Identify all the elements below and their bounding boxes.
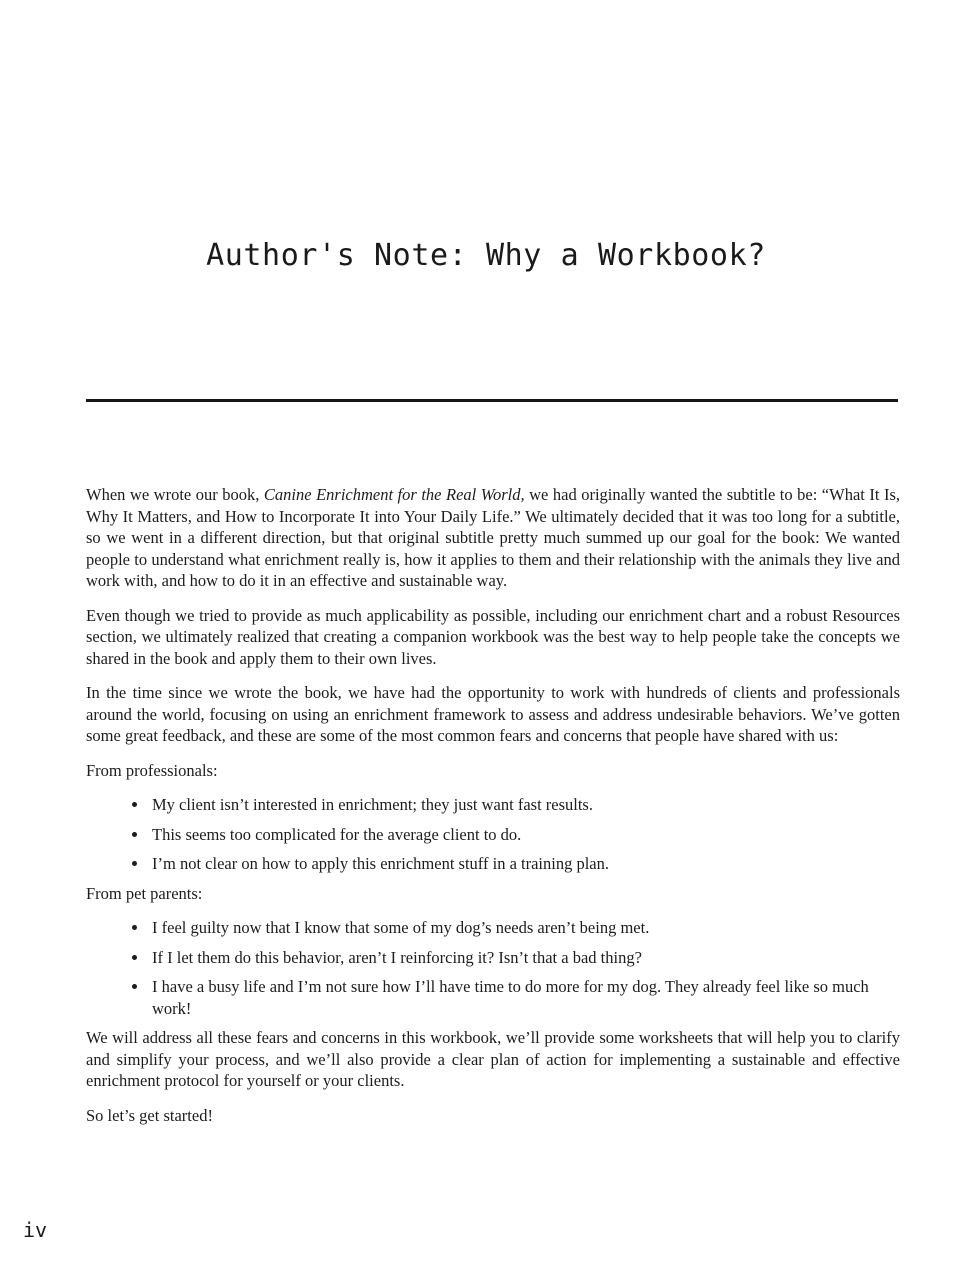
paragraph-intro xyxy=(86,484,900,592)
paragraph-workbook-reason: Even though we tried to provide as much applicability as possible, including our enrichment chart and a robust Resources section, we ultimately realized that creating a companion workbook was the best way to help people take the concepts we shared in the book and apply them to their own lives. xyxy=(86,605,900,668)
list-item: • I feel guilty now that I know that some of my dog’s needs aren’t being met. xyxy=(149,917,900,939)
list-item: • My client isn’t interested in enrichment; they just want fast results. xyxy=(149,794,900,816)
page-body xyxy=(86,484,900,1126)
paragraph-feedback: In the time since we wrote the book, we have had the opportunity to work with hundreds of clients and professionals around the world, focusing on using an enrichment framework to assess and address undesirable behaviors. We’ve gotten some great feedback, and these are some of the most common fears and concerns that people have shared with us: xyxy=(86,683,900,745)
paragraph-text: When we wrote our book, xyxy=(86,485,264,504)
title-divider xyxy=(86,399,898,402)
page-title: Author's Note: Why a Workbook? xyxy=(206,238,766,273)
pet-parents-heading: From pet parents: xyxy=(86,883,203,903)
page-number: iv xyxy=(23,1218,48,1242)
pet-parents-list xyxy=(86,917,900,1019)
closing-line: So let’s get started! xyxy=(86,1105,213,1125)
book-title-italic: Canine Enrichment for the Real World, xyxy=(263,485,525,504)
paragraph-text: we had originally wanted the subtitle to be: “What It Is, Why It Matters, and How to Incorporate It into Your Daily Life.” We ultimately decided that it was too long for a subtitle, so we went in a different direction, but that original subtitle pretty much summed up our goal for the book: We wanted people to understand what enrichment really is, how it applies to them and their relationship with the animals they live and work with, and how to do it in an effective and sustainable way. xyxy=(86,485,901,590)
paragraph-promise: We will address all these fears and concerns in this workbook, we’ll provide some worksheets that will help you to clarify and simplify your process, and we’ll also provide a clear plan of action for implementing a sustainable and effective enrichment protocol for yourself or your clients. xyxy=(86,1028,900,1090)
list-item: • This seems too complicated for the average client to do. xyxy=(149,824,900,846)
list-item: • I’m not clear on how to apply this enrichment stuff in a training plan. xyxy=(149,853,900,875)
list-item: • I have a busy life and I’m not sure how I’ll have time to do more for my dog. They already feel like so much work! xyxy=(149,976,900,1019)
professionals-heading: From professionals: xyxy=(86,760,218,780)
professionals-list xyxy=(86,794,900,875)
list-item: • If I let them do this behavior, aren’t I reinforcing it? Isn’t that a bad thing? xyxy=(149,947,900,969)
